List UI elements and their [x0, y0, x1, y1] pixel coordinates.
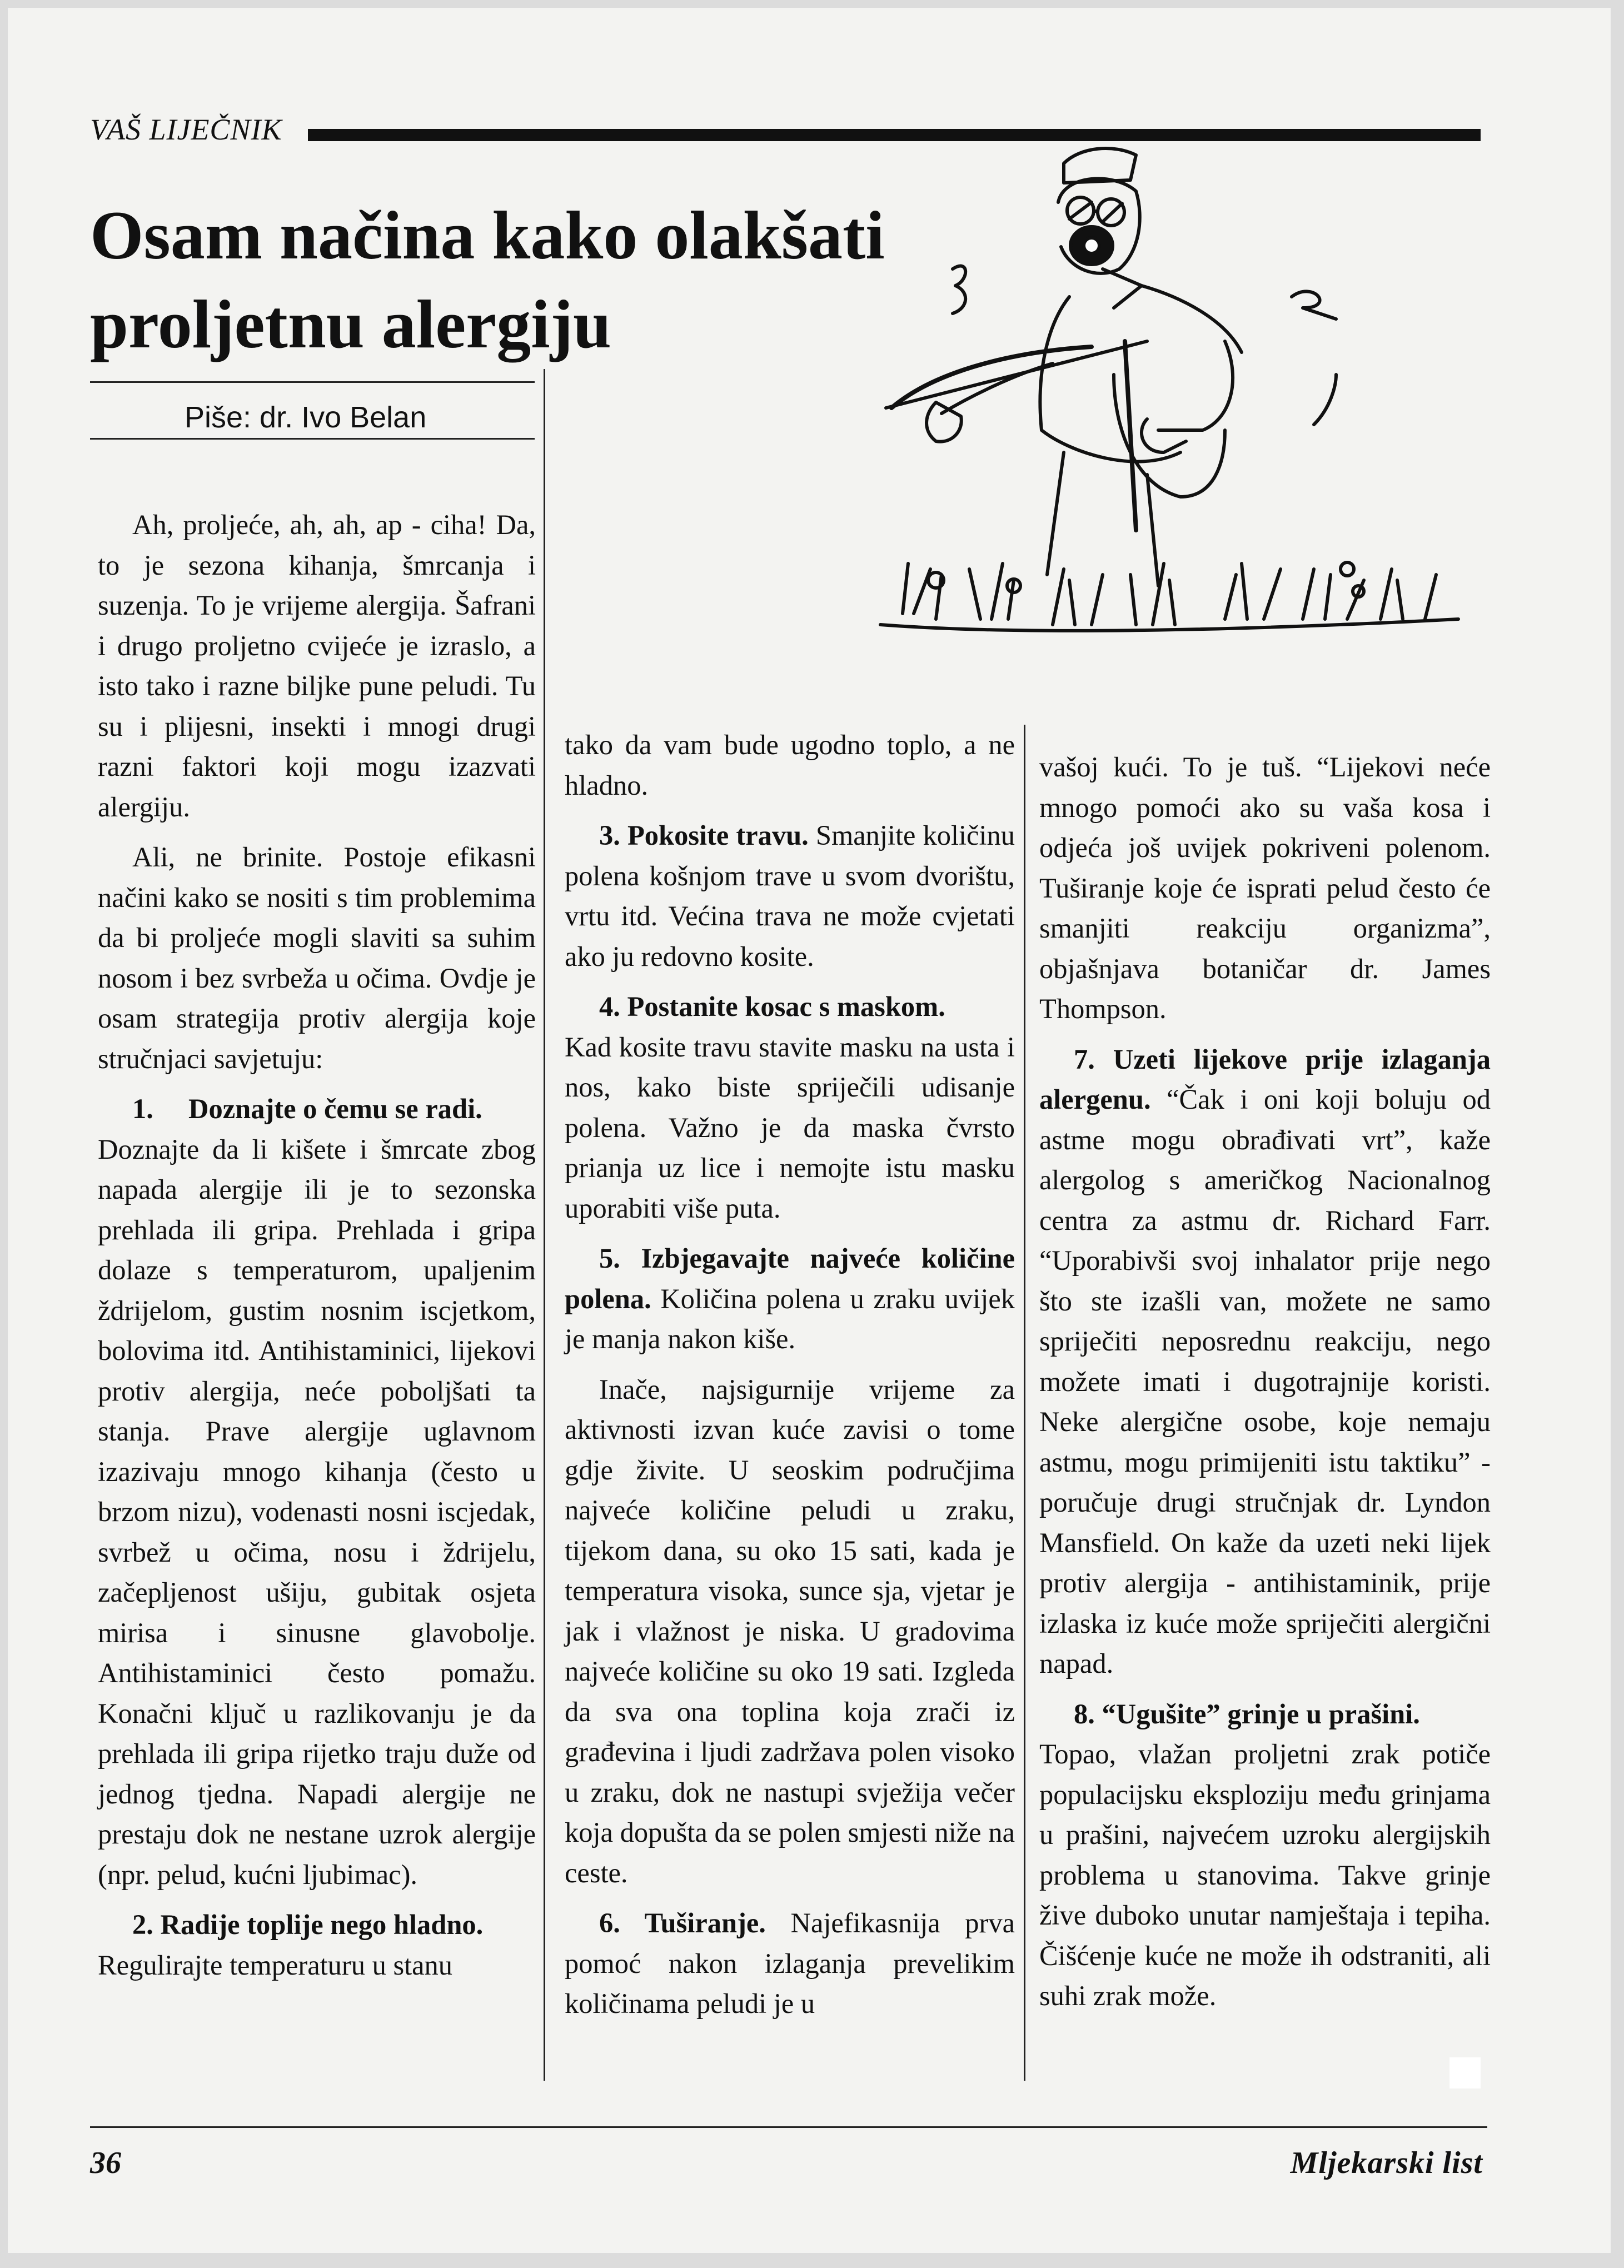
col2-heading-4 — [565, 986, 1015, 1027]
col2-paragraph-6: Najefikasnija prva pomoć nakon izlaganja prevelikim količinama peludi je u — [565, 1907, 1015, 2019]
col2-paragraph-4: Količina polena u zraku uvijek je manja nakon kiše. — [565, 1283, 1015, 1354]
heading-4-text: 4. Postanite kosac s maskom. — [599, 991, 945, 1022]
col2-paragraph-5: Inače, najsigurnije vrijeme za aktivnosti izvan kuće zavisi o tome gdje živite. U seoskim područjima najveće količine peludi u zraku, tijekom dana, su oko 15 sati, kada je temperatura visoka, sunce sja, vjetar je jak i vlažnost je niska. U gradovima najveće količine su oko 19 sati. Izgleda da sva ona toplina koja zrači iz građevina i ljudi zadržava polen visoko u zraku, dok ne nastupi svježija večer koja dopušta da se polen smjesti niže na ceste. — [565, 1373, 1015, 1888]
magazine-page — [8, 8, 1611, 2253]
col1-paragraph-4: Regulirajte temperaturu u stanu — [98, 1949, 453, 1981]
column-2 — [565, 725, 1015, 2024]
col1-paragraph-3: Doznajte da li kišete i šmrcate zbog napada alergije ili je to sezonska prehlada ili gripa. Prehlada i gripa dolaze s temperaturom, upaljenim ždrijelom, gustim nosnim iscjetkom, bolovima itd. Antihistaminici, lijekovi protiv alergija, neće poboljšati ta stanja. Prave alergije uglavnom izazivaju mnogo kihanja (često u brzom nizu), vodenasti nosni iscjedak, svrbež u očima, nosu i ždrijelu, začepljenost ušiju, gubitak osjeta mirisa i sinusne glavobolje. Antihistaminici često pomažu. Konačni ključ u razlikovanju je da prehlada ili gripa rijetko traju duže od jednog tjedna. Napadi alergije ne prestaju dok ne nestane uzrok alergije (npr. pelud, kućni ljubimac). — [98, 1133, 536, 1890]
heading-3-text: 3. Pokosite travu. — [599, 820, 809, 851]
col2-paragraph-3: Kad kosite travu stavite masku na usta i nos, kako biste spriječili udisanje polena. Važno je da maska čvrsto prianja uz lice i nemojte istu masku uporabiti više puta. — [565, 1031, 1015, 1224]
section-rule — [308, 129, 1481, 141]
col2-section-3 — [565, 815, 1015, 976]
col2-paragraph-2: Smanjite količinu polena košnjom trave u svom dvorištu, vrtu itd. Većina trava ne može cvjetati ako ju redovno kosite. — [565, 820, 1015, 972]
byline: Piše: dr. Ivo Belan — [185, 401, 427, 434]
magazine-name: Mljekarski list — [1290, 2146, 1483, 2180]
col3-heading-8 — [1039, 1694, 1491, 1734]
column-1 — [98, 505, 536, 1985]
col3-heading-7 — [1039, 1039, 1491, 1684]
byline-top-rule — [90, 381, 535, 383]
col1-heading-2 — [98, 1905, 536, 1945]
heading-8-text: 8. “Ugušite” grinje u prašini. — [1074, 1698, 1420, 1729]
end-mark — [1449, 2057, 1481, 2088]
col3-paragraph-3: Topao, vlažan proljetni zrak potiče populacijsku eksploziju među grinjama u prašini, najvećem uzroku alergijskih problema u stanovima. Takve grinje žive duboko unutar namještaja i tepiha. Čišćenje kuće ne može ih odstraniti, ali suhi zrak može. — [1039, 1738, 1491, 2011]
article-title: Osam načina kako olakšati proljetnu alergiju — [90, 197, 885, 362]
page-number: 36 — [90, 2146, 121, 2180]
col3-paragraph-1: vašoj kući. To je tuš. “Lijekovi neće mnogo pomoći ako su vaša kosa i odjeća još uvijek pokriveni polenom. Tuširanje koje će isprati pelud često će smanjiti reakciju organizma”, objašnjava botaničar dr. James Thompson. — [1039, 751, 1491, 1024]
col2-section-6 — [565, 1903, 1015, 2024]
col1-paragraph-2: Ali, ne brinite. Postoje efikasni načini kako se nositi s tim problemima da bi proljeće mogli slaviti sa suhim nosom i bez svrbeža u očima. Ovdje je osam strategija protiv alergija koje stručnjaci savjetuju: — [98, 841, 536, 1074]
byline-bottom-rule — [90, 438, 535, 440]
col2-paragraph-1: tako da vam bude ugodno toplo, a ne hladno. — [565, 729, 1015, 801]
column-rule-1 — [544, 369, 545, 2081]
col3-paragraph-2: “Čak i oni koji boluju od astme mogu obrađivati vrt”, kaže alergolog s američkog Nacionalnog centra za astmu dr. Richard Farr. “Uporabivši svoj inhalator prije nego što ste izašli van, možete ne samo spriječiti neposrednu reakciju, nego možete imati i dugotrajnije koristi. Neke alergične osobe, koje nemaju astmu, mogu primijeniti istu taktiku” - poručuje drugi stručnjak dr. Lyndon Mansfield. On kaže da uzeti neki lijek protiv alergija - antihistaminik, prije izlaska iz kuće može spriječiti alergični napad. — [1039, 1084, 1491, 1679]
column-3 — [1039, 747, 1491, 2016]
heading-5-text: 5. Izbjegavajte najveće količine polena. — [565, 1243, 1015, 1314]
col2-section-5 — [565, 1238, 1015, 1359]
col1-paragraph-intro: Ah, proljeće, ah, ah, ap - ciha! Da, to je sezona kihanja, šmrcanja i suzenja. To je vrijeme alergija. Šafrani i drugo proljetno cvijeće je izraslo, a isto tako i razne biljke pune peludi. Tu su i plijesni, insekti i mnogi drugi razni faktori koji mogu izazvati alergiju. — [98, 509, 536, 823]
heading-6-text: 6. Tuširanje. — [599, 1907, 766, 1938]
heading-7-text: 7. Uzeti lijekove prije izlaganja alergenu. — [1039, 1043, 1491, 1115]
col1-heading-1 — [98, 1089, 536, 1129]
heading-2-text: 2. Radije toplije nego hladno. — [132, 1909, 484, 1940]
footer-rule — [90, 2126, 1487, 2128]
man-with-gas-mask-and-scythe-icon — [803, 141, 1514, 686]
heading-1-text: 1. Doznajte o čemu se radi. — [132, 1093, 482, 1124]
column-rule-2 — [1024, 725, 1025, 2081]
section-label: VAŠ LIJEČNIK — [90, 113, 282, 146]
